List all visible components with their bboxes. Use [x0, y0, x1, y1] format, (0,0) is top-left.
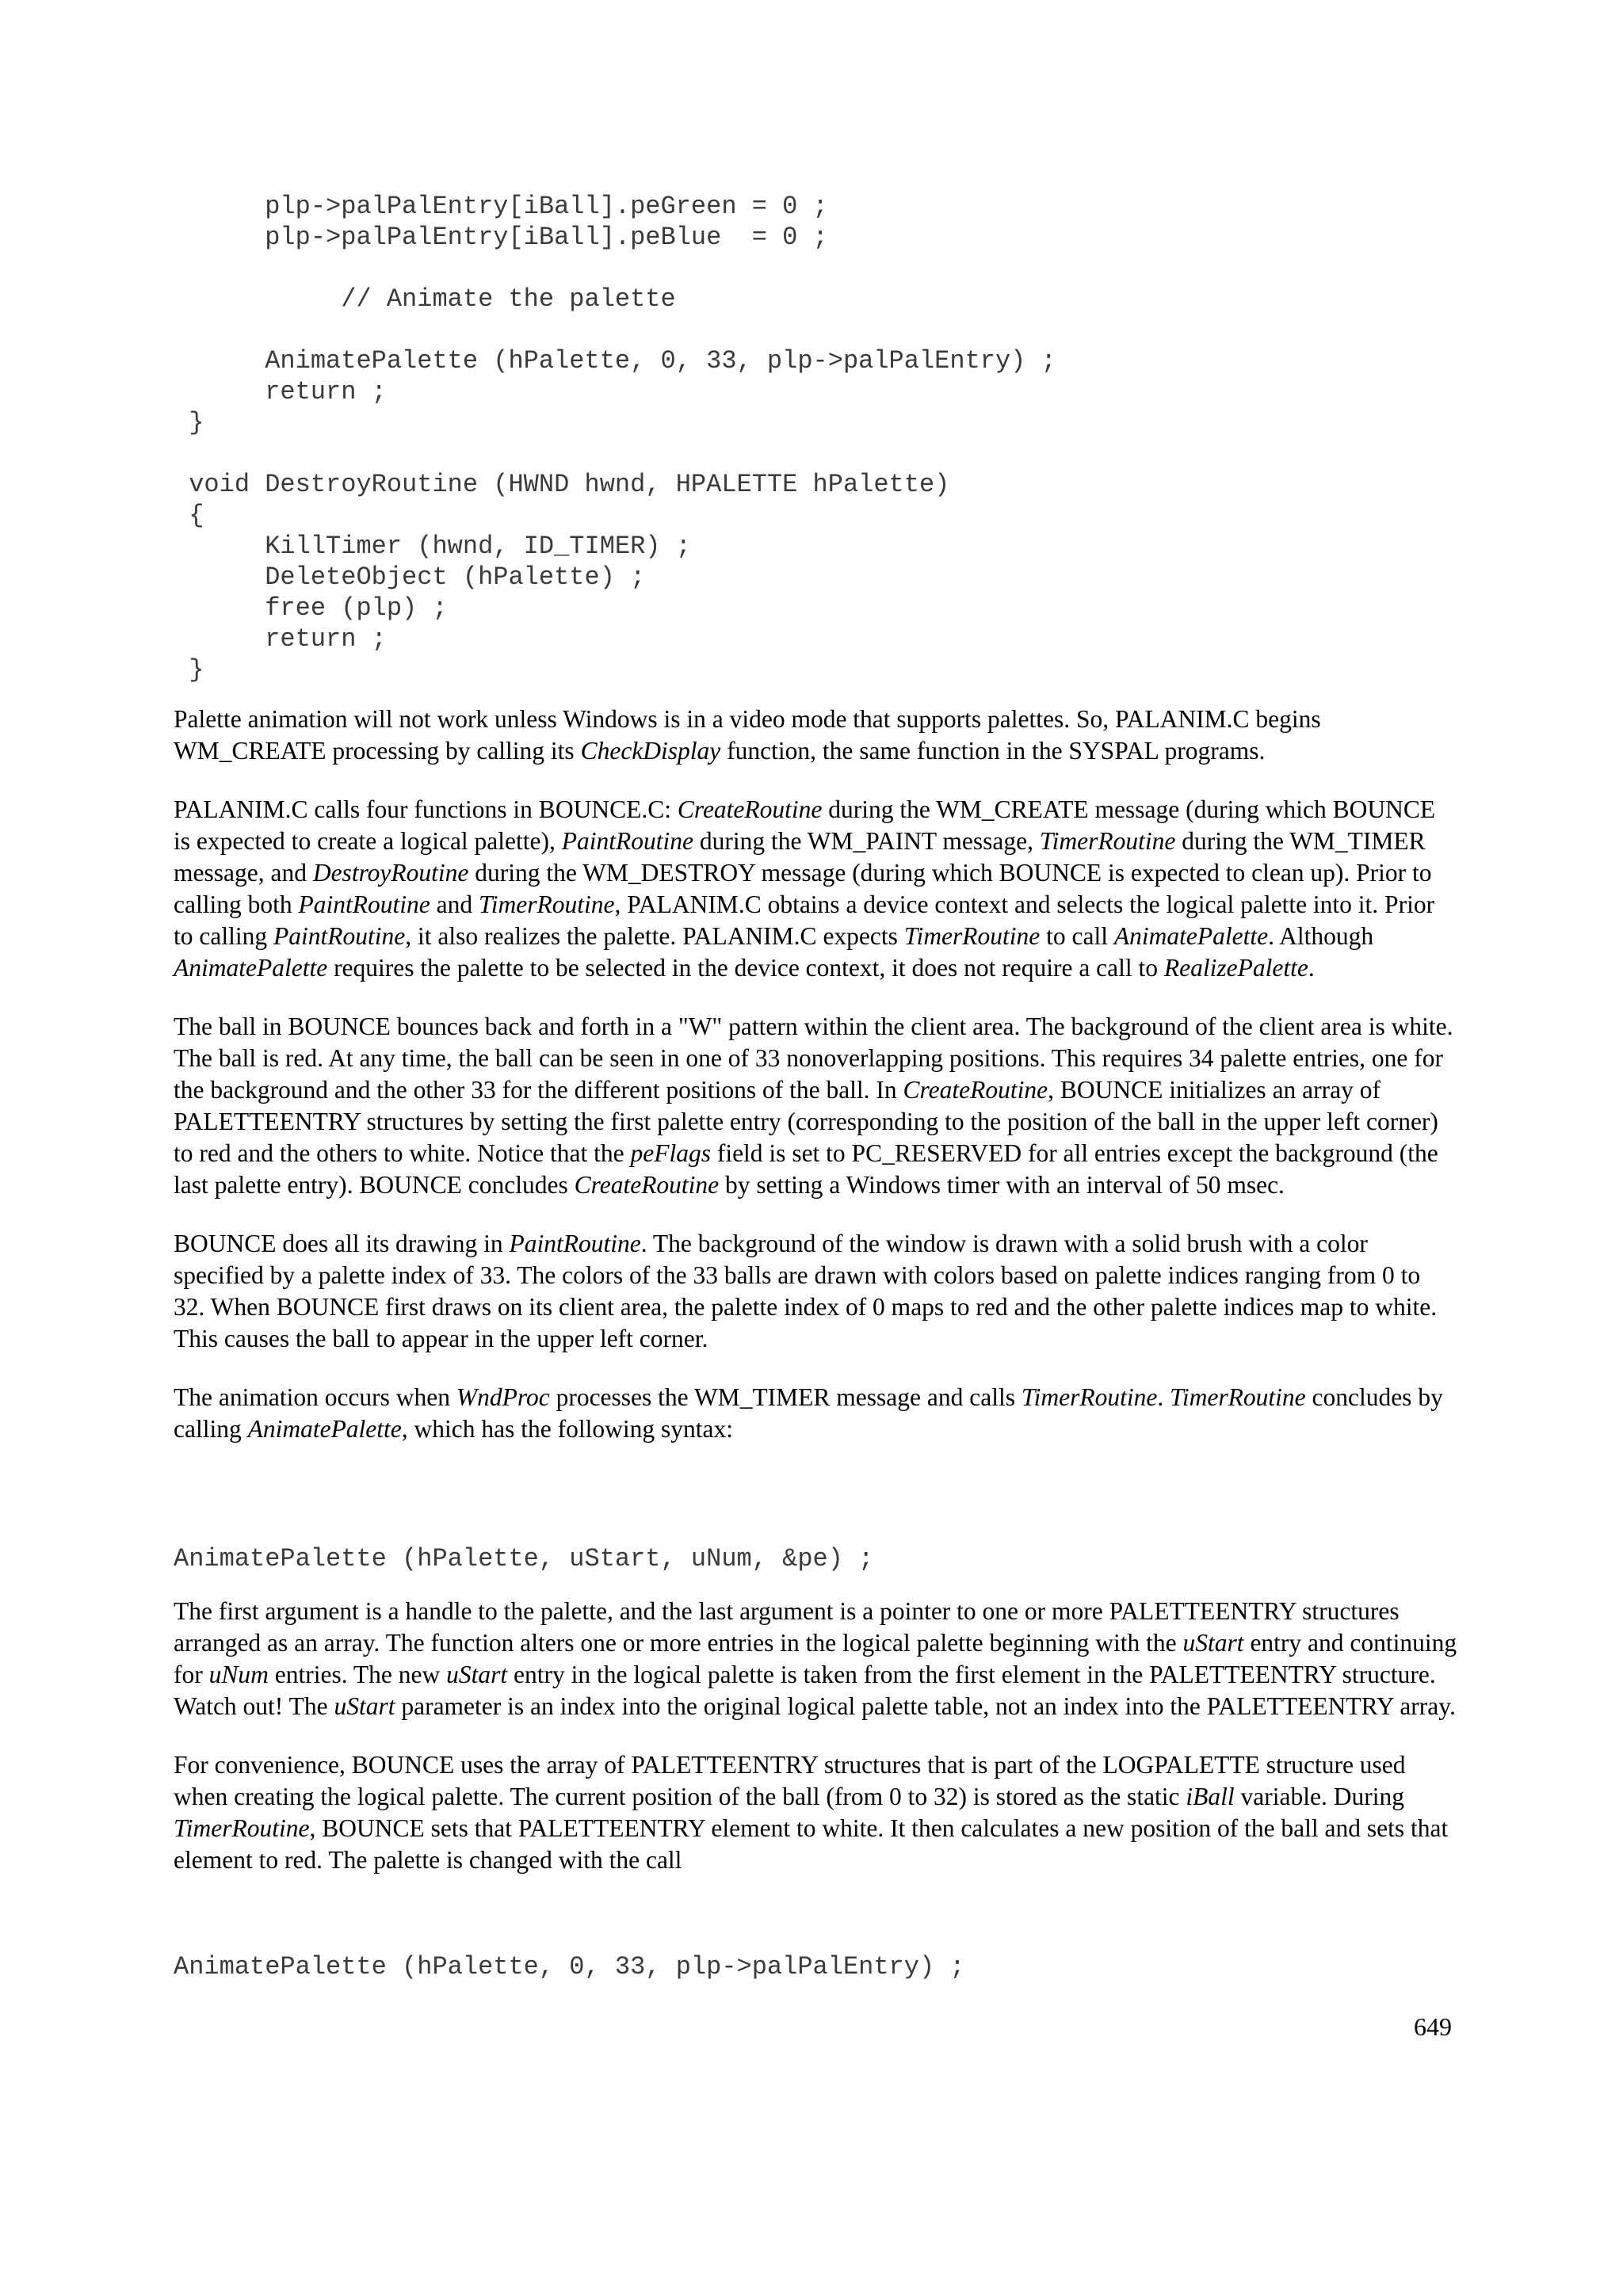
text-run: The animation occurs when — [174, 1383, 456, 1411]
page-number: 649 — [1414, 2012, 1452, 2041]
code-listing-top: plp->palPalEntry[iBall].peGreen = 0 ; plp->palPalEntry[iBall].peBlue = 0 ; // Animate the palette AnimatePalette (hPalette, 0, 33, plp->palPalEntry) ; return ; } void DestroyRoutine (HWND hwnd, HPALETTE hPalette) { KillTimer (hwnd, ID_TIMER) ; DeleteObject (hPalette) ; free (plp) ; return ; } — [189, 192, 1056, 685]
text-run: , which has the following syntax: — [401, 1415, 733, 1443]
paragraph — [174, 1596, 1457, 1722]
text-run: field is set to PC_RESERVED for all entries except the background (the last palette entry). BOUNCE concludes — [174, 1139, 1438, 1199]
italic-term: AnimatePalette — [1113, 922, 1269, 950]
code-call-line: AnimatePalette (hPalette, 0, 33, plp->palPalEntry) ; — [174, 1952, 965, 1981]
text-run: requires the palette to be selected in the device context, it does not require a call to — [327, 954, 1164, 982]
text-run: parameter is an index into the original logical palette table, not an index into the PALETTEENTRY array. — [395, 1692, 1456, 1720]
text-run: . — [1308, 954, 1315, 982]
italic-term: TimerRoutine — [1039, 827, 1176, 855]
text-run: to call — [1040, 922, 1114, 950]
italic-term: AnimatePalette — [174, 954, 328, 982]
text-run: during the WM_TIMER message, and — [174, 827, 1426, 887]
text-run: The first argument is a handle to the palette, and the last argument is a pointer to one or more PALETTEENTRY structures arranged as an array. The function alters one or more entries in the logical palette beginning with the — [174, 1597, 1400, 1657]
italic-term: PaintRoutine — [561, 827, 693, 855]
italic-term: CreateRoutine — [574, 1171, 720, 1199]
italic-term: RealizePalette — [1163, 954, 1308, 982]
paragraph — [174, 1011, 1457, 1201]
text-run: The ball in BOUNCE bounces back and forth in a "W" pattern within the client area. The background of the client area is white. The ball is red. At any time, the ball can be seen in one of 33 nonoverlapping positions. This requires 34 palette entries, one for the background and the other 33 for the different positions of the ball. In — [174, 1013, 1453, 1104]
text-run: during the WM_DESTROY message (during which BOUNCE is expected to clean up). Prior to calling both — [174, 859, 1432, 918]
italic-term: TimerRoutine — [903, 922, 1041, 950]
text-run: , BOUNCE sets that PALETTEENTRY element to white. It then calculates a new position of the ball and sets that element to red. The palette is changed with the call — [174, 1814, 1449, 1874]
italic-term: uNum — [208, 1661, 269, 1688]
paragraph — [174, 1228, 1457, 1355]
body-text-2 — [174, 1596, 1457, 1903]
text-run: . — [1157, 1383, 1170, 1411]
body-text-1 — [174, 704, 1457, 1472]
italic-term: TimerRoutine — [478, 891, 615, 918]
text-run: function, the same function in the SYSPAL programs. — [720, 737, 1266, 765]
italic-term: peFlags — [630, 1139, 711, 1167]
text-run: during the WM_PAINT message, — [693, 827, 1040, 855]
text-run: by setting a Windows timer with an interval of 50 msec. — [719, 1171, 1285, 1199]
italic-term: iBall — [1186, 1783, 1235, 1810]
italic-term: uStart — [446, 1661, 508, 1688]
text-run: For convenience, BOUNCE uses the array of PALETTEENTRY structures that is part of the LOGPALETTE structure used when creating the logical palette. The current position of the ball (from 0 to 32) is stored as the static — [174, 1751, 1406, 1810]
italic-term: CreateRoutine — [677, 795, 823, 823]
text-run: during the WM_CREATE message (during which BOUNCE is expected to create a logical palette), — [174, 795, 1436, 855]
text-run: processes the WM_TIMER message and calls — [549, 1383, 1022, 1411]
italic-term: PaintRoutine — [509, 1230, 641, 1257]
italic-term: TimerRoutine — [1021, 1383, 1158, 1411]
text-run: Palette animation will not work unless Windows is in a video mode that supports palettes. So, PALANIM.C begins WM_CREATE processing by calling its — [174, 705, 1321, 765]
italic-term: uStart — [334, 1692, 395, 1720]
italic-term: CheckDisplay — [580, 737, 721, 765]
italic-term: PaintRoutine — [298, 891, 430, 918]
italic-term: TimerRoutine — [174, 1814, 310, 1842]
text-run: . Although — [1268, 922, 1374, 950]
text-run: and — [430, 891, 479, 918]
italic-term: CreateRoutine — [903, 1076, 1048, 1104]
text-run: . The background of the window is drawn with a solid brush with a color specified by a palette index of 33. The colors of the 33 balls are drawn with colors based on palette indices ranging from 0 to 32. When BOUNCE first draws on its client area, the palette index of 0 maps to red and the other palette indices map to white. This causes the ball to appear in the upper left corner. — [174, 1230, 1438, 1352]
paragraph — [174, 1749, 1457, 1876]
italic-term: WndProc — [456, 1383, 550, 1411]
paragraph — [174, 704, 1457, 767]
italic-term: DestroyRoutine — [312, 859, 469, 887]
text-run: , BOUNCE initializes an array of PALETTEENTRY structures by setting the first palette entry (corresponding to the position of the ball in the upper left corner) to red and the others to white. Notice that the — [174, 1076, 1438, 1167]
text-run: entries. The new — [268, 1661, 447, 1688]
text-run: variable. During — [1234, 1783, 1404, 1810]
text-run: entry and continuing for — [174, 1629, 1457, 1688]
code-syntax-line: AnimatePalette (hPalette, uStart, uNum, &pe) ; — [174, 1544, 874, 1573]
italic-term: AnimatePalette — [247, 1415, 402, 1443]
text-run: BOUNCE does all its drawing in — [174, 1230, 510, 1257]
text-run: PALANIM.C calls four functions in BOUNCE.C: — [174, 795, 678, 823]
text-run: , it also realizes the palette. PALANIM.C expects — [405, 922, 904, 950]
text-run: , PALANIM.C obtains a device context and selects the logical palette into it. Prior to calling — [174, 891, 1435, 950]
paragraph — [174, 794, 1457, 984]
paragraph — [174, 1382, 1457, 1445]
text-run: entry in the logical palette is taken from the first element in the PALETTEENTRY structure. Watch out! The — [174, 1661, 1436, 1720]
italic-term: uStart — [1182, 1629, 1244, 1657]
italic-term: PaintRoutine — [273, 922, 406, 950]
text-run: concludes by calling — [174, 1383, 1443, 1443]
italic-term: TimerRoutine — [1170, 1383, 1306, 1411]
